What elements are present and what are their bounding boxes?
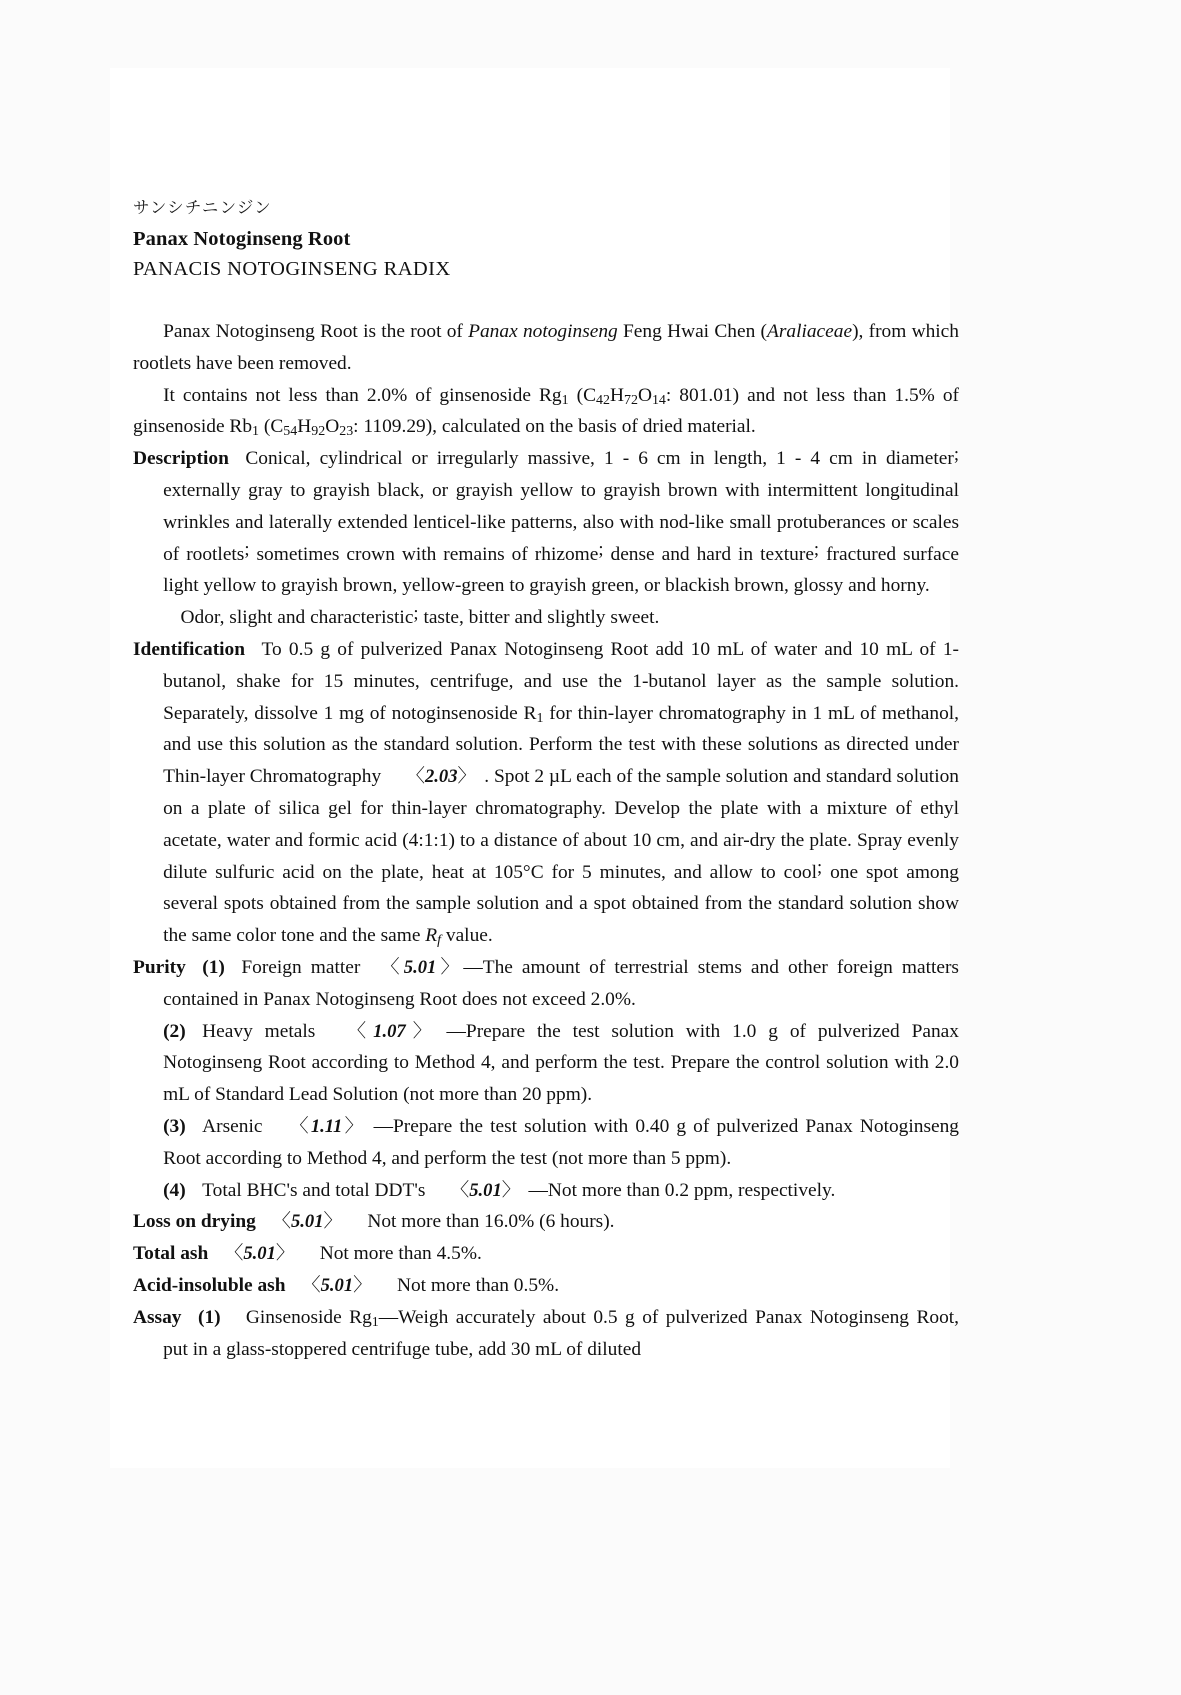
kana-title: サンシチニンジン	[133, 198, 272, 217]
reference-mark-501: 〈5.01〉	[450, 1179, 521, 1201]
section-label-purity: Purity	[133, 956, 186, 978]
description-text-3: sometimes crown with remains of rhizome	[249, 543, 599, 565]
section-purity-item-1	[133, 952, 959, 1016]
loss-on-drying-text: Not more than 16.0% (6 hours).	[367, 1211, 615, 1233]
section-label-description: Description	[133, 448, 229, 470]
section-purity-item-3	[133, 1111, 959, 1175]
assay-item-text: —Weigh accurately about 0.5 g of pulverized Panax Notoginseng Root, put in a glass-stoppered centrifuge tube, add 30 mL of diluted	[163, 1306, 960, 1360]
reference-number: 5.01	[290, 1211, 324, 1233]
family-name: Araliaceae	[766, 321, 853, 342]
subscript-o14: 14	[651, 392, 666, 408]
reference-number: 5.01	[403, 956, 437, 978]
acid-insoluble-ash-text: Not more than 0.5%.	[396, 1274, 560, 1296]
description-text-1: Conical, cylindrical or irregularly massive, 1 - 6 cm in length, 1 - 4 cm in diameter	[245, 448, 954, 470]
reference-number: 1.11	[310, 1115, 343, 1137]
subscript-f: f	[437, 933, 442, 949]
subscript-c54: 54	[283, 424, 298, 440]
limit-text-g: H	[297, 416, 312, 438]
spacer	[133, 286, 959, 316]
definition-text-b: Feng Hwai Chen (	[617, 321, 767, 342]
description-text-2: externally gray to grayish black, or grayish yellow to grayish brown with intermittent longitudinal wrinkles and laterally extended lenticel-like patterns, also with nod-like small protuberances or scales of rootlets	[163, 479, 959, 565]
section-purity-item-2	[133, 1016, 959, 1111]
purity-item-text: —Prepare the test solution with 1.0 g of pulverized Panax Notoginseng Root according to Method 4, and perform the test. Prepare the control solution with 2.0 mL of Standard Lead Solution (not more than 20 ppm).	[163, 1020, 959, 1106]
reference-mark-501: 〈5.01〉	[301, 1274, 372, 1296]
odor-text-2: taste, bitter and slightly sweet.	[418, 607, 660, 629]
section-total-ash	[133, 1238, 959, 1270]
section-identification	[133, 634, 959, 952]
description-text-4: dense and hard in texture	[603, 543, 814, 565]
reference-number: 1.07	[373, 1020, 406, 1042]
reference-number: 5.01	[320, 1274, 354, 1296]
raised-semicolon: ;	[953, 444, 959, 466]
section-assay	[133, 1302, 959, 1366]
identification-text-3: . Spot 2 µL each of the sample solution and standard solution on a plate of silica gel for thin-layer chromatography. Develop the plate with a mixture of ethyl acetate, water and formic acid (4:1:1) to a distance of about 10 cm, and air-dry the plate. Spray evenly dilute sulfuric acid on the plate, heat at 105°C for 5 minutes, and allow to cool	[163, 766, 959, 883]
subscript-rg1: 1	[561, 392, 569, 408]
rf-symbol: $R_f$	[425, 925, 442, 949]
reference-mark-501: 〈5.01〉	[224, 1243, 295, 1265]
section-description	[133, 443, 959, 602]
purity-item-name: Heavy metals	[202, 1020, 316, 1042]
section-label-total-ash: Total ash	[133, 1243, 209, 1265]
limit-text-i: : 1109.29), calculated on the basis of dried material.	[353, 416, 756, 438]
reference-mark-203: 〈2.03〉	[406, 766, 477, 788]
assay-item-name: Ginsenoside Rg	[245, 1306, 372, 1328]
section-acid-insoluble-ash	[133, 1270, 959, 1302]
page-title-english: Panax Notoginseng Root	[133, 228, 351, 250]
purity-item-name: Foreign matter	[241, 956, 361, 978]
identification-text-1: To 0.5 g of pulverized Panax Notoginseng Root add 10 mL of water and 10 mL of 1-butanol, shake for 15 minutes, centrifuge, and use the 1-butanol layer as the sample solution. Separately, dissolve 1 mg of notoginsenoside R	[163, 638, 959, 724]
section-loss-on-drying	[133, 1206, 959, 1238]
raised-semicolon: ;	[817, 857, 823, 879]
raised-semicolon: ;	[598, 539, 604, 561]
section-purity-item-4	[133, 1175, 959, 1207]
document-body	[133, 195, 959, 1365]
purity-item-number: (1)	[202, 956, 225, 978]
species-name: Panax notoginseng	[468, 321, 618, 342]
subscript-h92: 92	[311, 424, 326, 440]
assay-item-number: (1)	[197, 1306, 221, 1328]
description-text-5: fractured surface light yellow to grayish brown, yellow-green to grayish green, or blackish brown, glossy and horny.	[163, 543, 959, 597]
limit-text-f: (C	[259, 416, 284, 438]
purity-item-number: (3)	[163, 1115, 186, 1137]
reference-mark-501: 〈5.01〉	[376, 956, 464, 978]
subscript-r1: 1	[536, 710, 544, 726]
identification-text-5: value.	[441, 925, 493, 947]
raised-semicolon: ;	[244, 539, 250, 561]
purity-item-number: (2)	[163, 1020, 186, 1042]
subscript-h72: 72	[623, 392, 638, 408]
page-title-latin: PANACIS NOTOGINSENG RADIX	[133, 258, 451, 280]
identification-text-2: for thin-layer chromatography in 1 mL of methanol, and use this solution as the standard solution. Perform the test with these solutions as directed under Thin-layer Chromatography	[163, 702, 960, 788]
purity-item-text: —Prepare the test solution with 0.40 g of pulverized Panax Notoginseng Root according to Method 4, and perform the test (not more than 5 ppm).	[163, 1115, 959, 1169]
section-label-loss-on-drying: Loss on drying	[133, 1211, 256, 1233]
reference-mark-107: 〈1.07〉	[340, 1020, 439, 1042]
identification-text-4: one spot among several spots obtained from the sample solution and a spot obtained from the standard solution show the same color tone and the same	[163, 861, 959, 947]
limit-text-c: H	[609, 384, 624, 406]
section-label-acid-insoluble-ash: Acid-insoluble ash	[133, 1274, 286, 1296]
paragraph-content-limits	[133, 380, 959, 444]
paragraph-odor	[133, 602, 959, 634]
section-label-assay: Assay	[133, 1306, 182, 1328]
reference-number: 5.01	[469, 1179, 502, 1201]
reference-mark-501: 〈5.01〉	[272, 1211, 343, 1233]
purity-item-name: Total BHC's and total DDT's	[202, 1179, 426, 1201]
purity-item-text: —The amount of terrestrial stems and other foreign matters contained in Panax Notoginseng Root does not exceed 2.0%.	[163, 956, 959, 1010]
purity-item-number: (4)	[163, 1179, 186, 1201]
definition-text-c: ), from which rootlets have been removed.	[133, 321, 959, 374]
total-ash-text: Not more than 4.5%.	[319, 1243, 482, 1265]
subscript-rg1: 1	[371, 1314, 379, 1330]
limit-text-h: O	[325, 416, 340, 438]
raised-semicolon: ;	[813, 539, 820, 561]
limit-text-d: O	[637, 384, 652, 406]
subscript-rb1: 1	[252, 424, 260, 440]
subscript-o23: 23	[339, 424, 354, 440]
reference-number: 2.03	[424, 766, 458, 788]
subscript-c42: 42	[596, 392, 610, 408]
limit-text-a: It contains not less than 2.0% of ginsenoside Rg	[163, 384, 562, 406]
raised-semicolon: ;	[413, 603, 419, 625]
reference-mark-111: 〈1.11〉	[287, 1115, 366, 1137]
limit-text-b: (C	[568, 384, 597, 406]
odor-text-1: Odor, slight and characteristic	[180, 607, 414, 629]
limit-text-e: : 801.01) and not less than 1.5% of ginsenoside Rb	[133, 384, 959, 438]
purity-item-name: Arsenic	[202, 1115, 263, 1137]
paragraph-definition	[133, 316, 959, 380]
purity-item-text: —Not more than 0.2 ppm, respectively.	[528, 1179, 836, 1201]
definition-text-a: Panax Notoginseng Root is the root of	[163, 321, 469, 342]
section-label-identification: Identification	[133, 638, 246, 660]
reference-number: 5.01	[243, 1243, 276, 1265]
